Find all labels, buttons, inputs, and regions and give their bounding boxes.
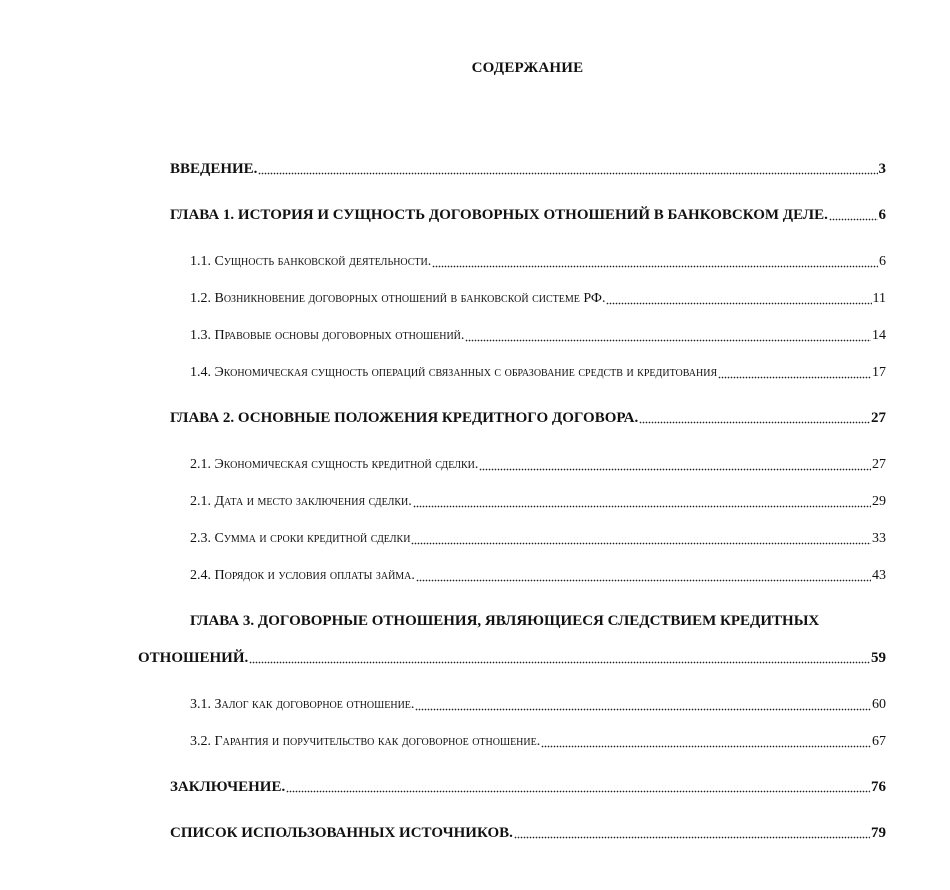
toc-entry-text: ГЛАВА 2. ОСНОВНЫЕ ПОЛОЖЕНИЯ КРЕДИТНОГО ДОГОВОРА. [170,410,639,426]
toc-entry-1-4[interactable] [190,364,886,382]
dot-leader [415,697,871,711]
toc-entry-chapter-2[interactable] [170,409,886,427]
toc-entry-chapter-1[interactable] [170,206,886,224]
toc-page-number: 6 [878,207,886,223]
toc-page-number: 27 [871,410,886,426]
toc-entry-text: ГЛАВА 3. ДОГОВОРНЫЕ ОТНОШЕНИЯ, ЯВЛЯЮЩИЕСЯ СЛЕДСТВИЕМ КРЕДИТНЫХ [190,613,820,629]
toc-page-number: 43 [872,568,886,583]
dot-leader [416,568,871,582]
toc-entry-intro[interactable] [170,160,886,178]
toc-entry-1-1[interactable] [190,253,886,271]
dot-leader [639,410,870,424]
toc-page-number: 6 [879,254,886,269]
toc-page-number: 29 [872,494,886,509]
toc-entry-2-1[interactable] [190,456,886,474]
toc-entry-text: 2.4. Порядок и условия оплаты займа. [190,568,415,583]
toc-entry-text: СПИСОК ИСПОЛЬЗОВАННЫХ ИСТОЧНИКОВ. [170,825,513,841]
toc-entry-text: 1.1. Сущность банковской деятельности. [190,254,432,269]
toc-page-number: 3 [878,161,886,177]
page-title: СОДЕРЖАНИЕ [471,60,584,76]
toc-entry-1-3[interactable] [190,327,886,345]
dot-leader [411,531,871,545]
dot-leader [413,494,871,508]
toc-entry-text: 3.2. Гарантия и поручительство как договорное отношение. [190,734,541,749]
toc-entry-2-2[interactable] [190,493,886,511]
dot-leader [718,365,871,379]
toc-entry-text: 2.1. Дата и место заключения сделки. [190,494,412,509]
toc-page-number: 59 [871,650,886,666]
toc-page-number: 79 [871,825,886,841]
toc-entry-sources[interactable] [170,824,886,842]
toc-page-number: 27 [872,457,886,472]
dot-leader [829,207,878,221]
toc-entry-text: 1.3. Правовые основы договорных отношений. [190,328,465,343]
toc-entry-text: ОТНОШЕНИЙ. [138,650,249,666]
toc-entry-text: ГЛАВА 1. ИСТОРИЯ И СУЩНОСТЬ ДОГОВОРНЫХ ОТНОШЕНИЙ В БАНКОВСКОМ ДЕЛЕ. [170,207,828,223]
toc-page-number: 17 [872,365,886,380]
dot-leader [606,291,871,305]
toc-page-number: 76 [871,779,886,795]
toc-entry-text: ВВЕДЕНИЕ. [170,161,258,177]
toc-page-number: 33 [872,531,886,546]
toc-entry-chapter-3[interactable] [138,649,886,667]
toc-entry-text: ЗАКЛЮЧЕНИЕ. [170,779,286,795]
dot-leader [541,734,871,748]
toc-page-number: 60 [872,697,886,712]
toc-entry-text: 2.3. Сумма и сроки кредитной сделки [190,531,411,546]
toc-entry-3-2[interactable] [190,733,886,751]
toc-entry-1-2[interactable] [190,290,886,308]
dot-leader [479,457,871,471]
toc-entry-text: 2.1. Экономическая сущность кредитной сделки. [190,457,479,472]
dot-leader [249,650,870,664]
toc-entry-2-4[interactable] [190,567,886,585]
dot-leader [432,254,878,268]
dot-leader [465,328,871,342]
toc-page-number: 67 [872,734,886,749]
toc-page-number: 14 [872,328,886,343]
toc-entry-conclusion[interactable] [170,778,886,796]
dot-leader [258,161,877,175]
toc-entry-3-1[interactable] [190,696,886,714]
dot-leader [514,825,870,839]
toc-entry-2-3[interactable] [190,530,886,548]
dot-leader [286,779,870,793]
toc-page-number: 11 [872,291,886,306]
toc-entry-text: 1.2. Возникновение договорных отношений в банковской системе РФ. [190,291,606,306]
toc-entry-text: 1.4. Экономическая сущность операций связанных с образование средств и кредитования [190,365,718,380]
toc-entry-chapter-3-line-1[interactable] [190,612,870,630]
toc-entry-text: 3.1. Залог как договорное отношение. [190,697,415,712]
